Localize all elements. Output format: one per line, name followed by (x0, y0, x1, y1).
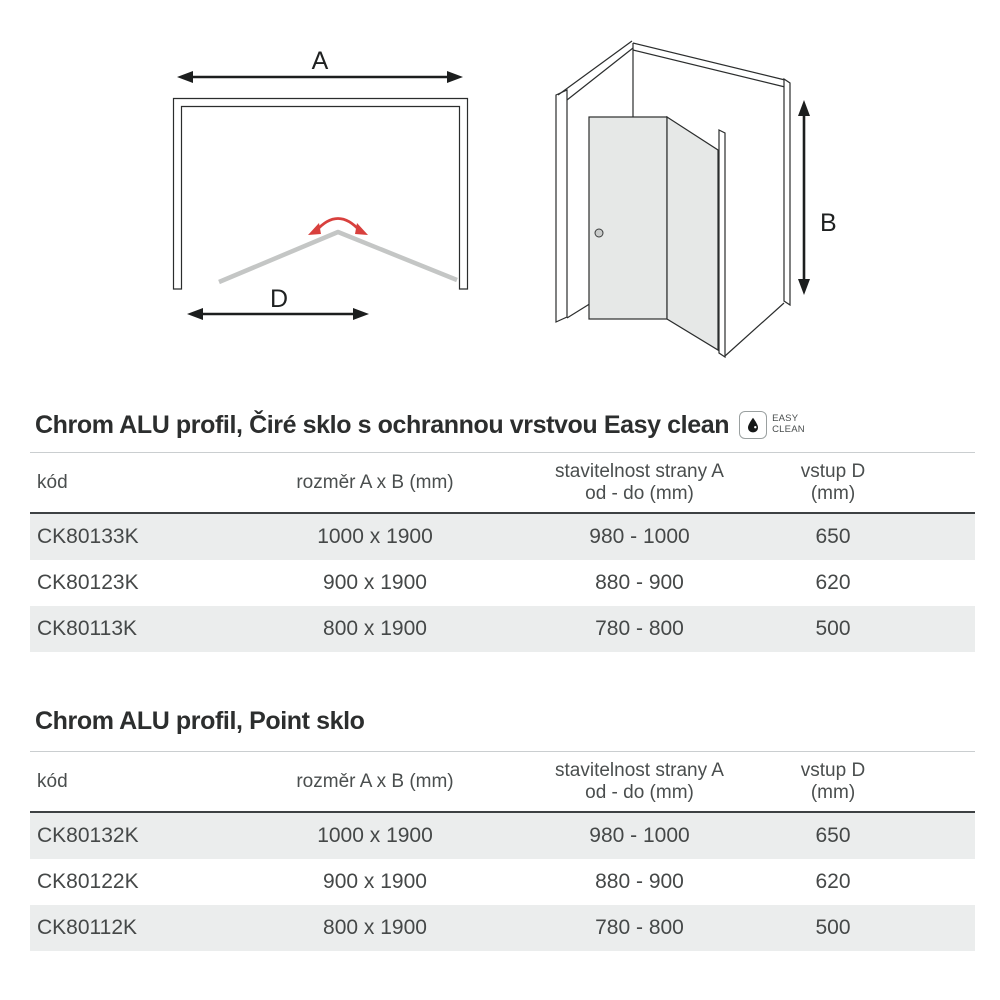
table-row (30, 859, 975, 905)
cell-rozmer: 800 x 1900 (323, 916, 427, 939)
section-1-title: Chrom ALU profil, Čiré sklo s ochrannou vrstvou Easy clean (35, 410, 730, 439)
enclosure-frame (174, 99, 468, 290)
badge-text-line2: CLEAN (772, 424, 805, 435)
header-vstup (767, 752, 899, 813)
spec-table-easy-clean (30, 452, 975, 652)
header-stavitelnost (512, 453, 767, 514)
technical-diagrams (0, 0, 1000, 400)
badge-text-line1: EASY (772, 413, 799, 425)
front-profile-post (719, 130, 725, 357)
easy-clean-badge-box (739, 411, 767, 439)
header-rozmer: rozměr A x B (mm) (238, 453, 512, 514)
cell-kod: CK80123K (37, 571, 139, 594)
cell-rozmer: 900 x 1900 (323, 870, 427, 893)
header-kod: kód (30, 453, 238, 514)
table-row (30, 606, 975, 652)
droplet-icon (744, 416, 762, 434)
left-wall-post (556, 90, 567, 322)
top-view-diagram (174, 47, 468, 320)
cell-stavitelnost: 880 - 900 (595, 870, 684, 893)
table-row (30, 812, 975, 859)
cell-stavitelnost: 980 - 1000 (589, 824, 690, 847)
section-1-header (35, 406, 805, 444)
section-2-header (35, 702, 365, 740)
height-label: B (820, 209, 837, 237)
spec-table-point-sklo (30, 751, 975, 951)
easy-clean-badge-text (772, 414, 805, 435)
cell-kod: CK80122K (37, 870, 139, 893)
cell-kod: CK80133K (37, 525, 139, 548)
cell-stavitelnost: 880 - 900 (595, 571, 684, 594)
cell-kod: CK80112K (37, 916, 138, 939)
cell-rozmer: 800 x 1900 (323, 617, 427, 640)
header-vstup (767, 453, 899, 514)
door-panel-left (589, 117, 667, 319)
cell-rozmer: 900 x 1900 (323, 571, 427, 594)
table-header (30, 752, 975, 813)
cell-filler (899, 606, 975, 652)
cell-vstup: 500 (815, 916, 851, 939)
table-row (30, 905, 975, 951)
cell-vstup: 620 (815, 571, 851, 594)
folding-door-lines (219, 232, 457, 282)
right-wall-post (784, 79, 790, 305)
perspective-diagram (556, 41, 837, 357)
cell-vstup: 620 (815, 870, 851, 893)
cell-rozmer: 1000 x 1900 (317, 824, 433, 847)
door-knob (595, 229, 603, 237)
table-header-row (30, 752, 975, 813)
header-vstup-line2: (mm) (810, 482, 856, 504)
door-panel-right (667, 117, 718, 350)
cell-filler (899, 905, 975, 951)
cell-stavitelnost: 780 - 800 (595, 916, 684, 939)
section-2-title: Chrom ALU profil, Point sklo (35, 706, 365, 735)
height-dimension-arrow (798, 100, 810, 295)
header-vstup-line1: vstup D (800, 460, 866, 482)
easy-clean-badge (739, 411, 805, 439)
cell-rozmer: 1000 x 1900 (317, 525, 433, 548)
cell-filler (899, 513, 975, 560)
header-filler (899, 752, 975, 813)
cell-stavitelnost: 980 - 1000 (589, 525, 690, 548)
header-stavitelnost-line1: stavitelnost strany A (555, 460, 724, 482)
header-vstup-line1: vstup D (800, 759, 866, 781)
width-label: A (311, 47, 329, 75)
cell-filler (899, 560, 975, 606)
cell-stavitelnost: 780 - 800 (595, 617, 684, 640)
cell-filler (899, 859, 975, 905)
header-filler (899, 453, 975, 514)
table-row (30, 560, 975, 606)
cell-kod: CK80113K (37, 617, 138, 640)
header-stavitelnost-line2: od - do (mm) (585, 781, 694, 803)
cell-vstup: 650 (815, 824, 851, 847)
header-kod: kód (30, 752, 238, 813)
cell-vstup: 500 (815, 617, 851, 640)
header-stavitelnost-line2: od - do (mm) (585, 482, 694, 504)
table-header-row (30, 453, 975, 514)
header-vstup-line2: (mm) (810, 781, 856, 803)
cell-filler (899, 812, 975, 859)
table-row (30, 513, 975, 560)
entry-label: D (269, 285, 289, 313)
table-header (30, 453, 975, 514)
header-rozmer: rozměr A x B (mm) (238, 752, 512, 813)
header-stavitelnost-line1: stavitelnost strany A (555, 759, 724, 781)
cell-vstup: 650 (815, 525, 851, 548)
header-stavitelnost (512, 752, 767, 813)
cell-kod: CK80132K (37, 824, 139, 847)
